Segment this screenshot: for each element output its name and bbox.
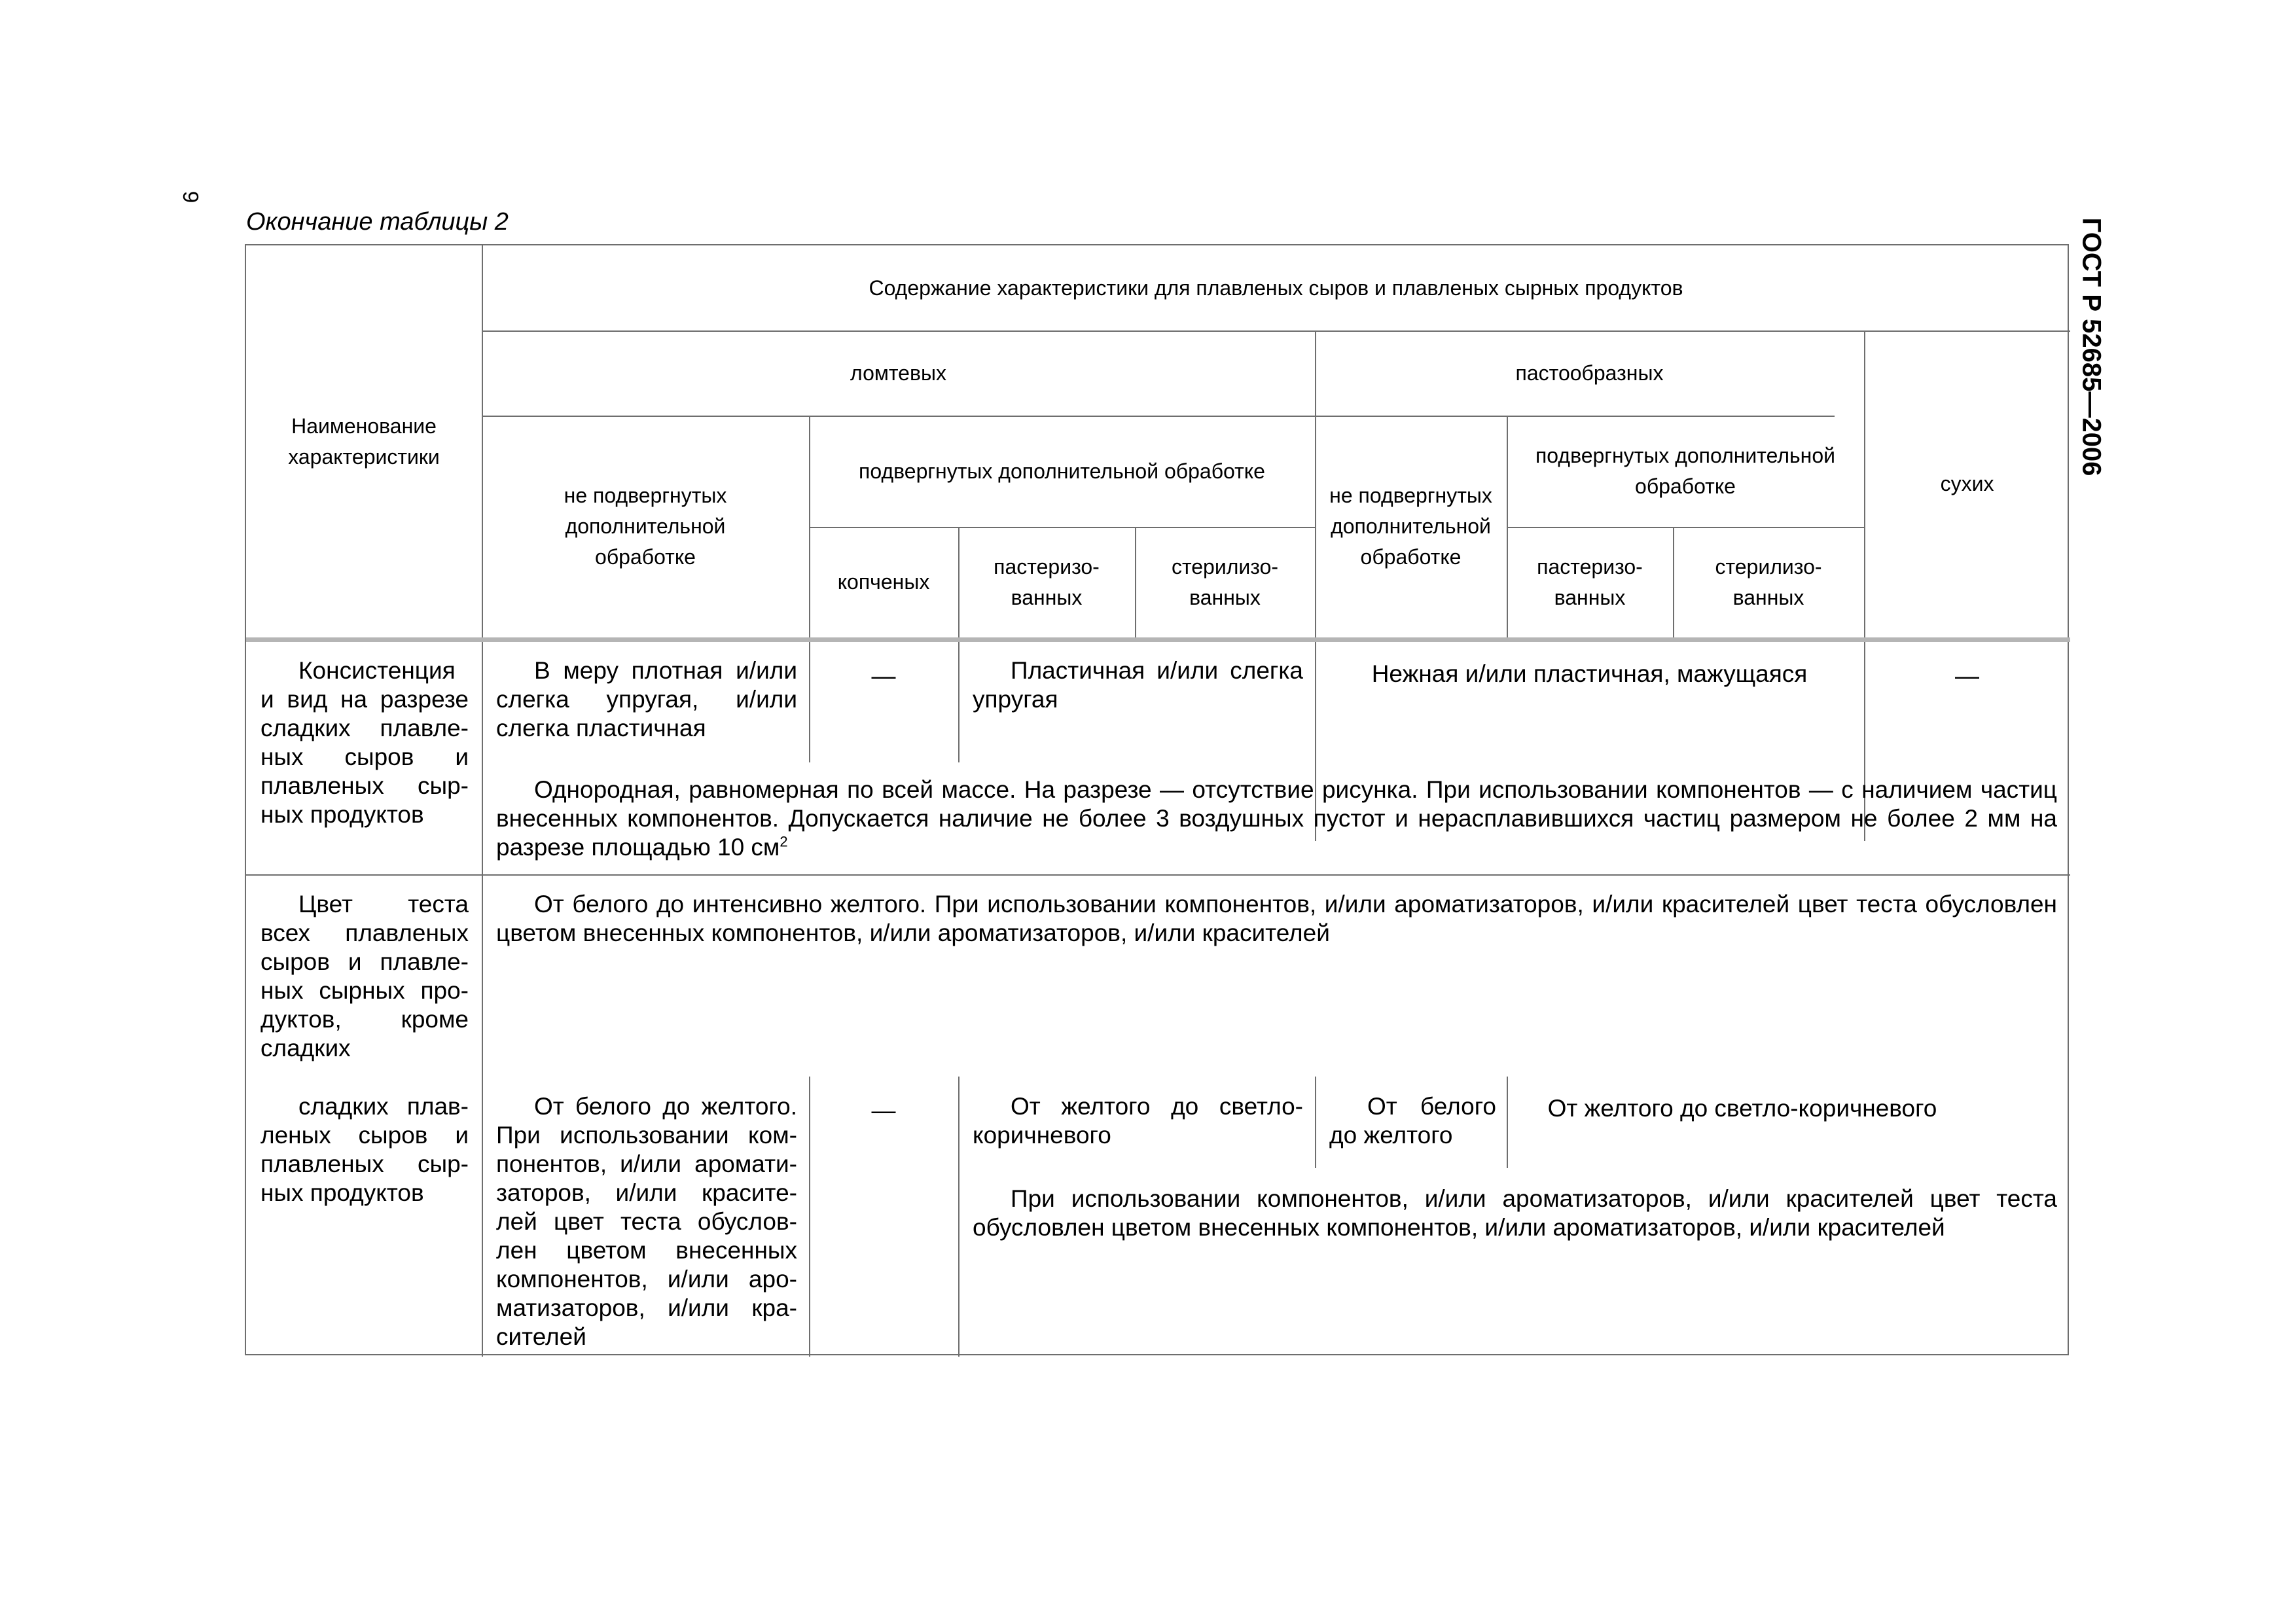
row-consistency-dry: —	[1955, 662, 1979, 689]
row-color-sweet-past-ster: От желтого до светло-коричневого	[973, 1093, 1303, 1149]
row-consistency-pasty: Нежная и/или пластичная, мажущаяся	[1371, 660, 1808, 687]
header-pasteriz-2: пастеризо-ванных	[1537, 554, 1643, 609]
superscript-2: 2	[780, 833, 788, 850]
header-processed-2: подвергнутых дополнительной обработке	[1535, 444, 1836, 498]
row-consistency-not-processed: В меру плотная и/или слегка упругая, и/или слегка пластичная	[496, 657, 797, 741]
row-color-sweet-smoked: —	[871, 1097, 896, 1124]
row-consistency-name: Консистенция и вид на разрезе сладких плавле-ных сыров и плавленых сыр-ных продуктов	[260, 657, 469, 828]
table-caption: Окончание таблицы 2	[246, 208, 509, 236]
row-color-sweet-name: сладких плав-леных сыров и плавленых сыр-ных продуктов	[260, 1093, 469, 1206]
header-not-processed-2: не подвергнутых дополнительной обработке	[1329, 484, 1492, 569]
header-pasteriz-1: пастеризо-ванных	[994, 554, 1100, 609]
row-color-sweet-rest: От желтого до светло-коричневого	[1547, 1095, 1937, 1122]
row-color-sweet-not-processed: От белого до желтого. При использовании ком-понентов, и/или аромати-заторов, и/или красите-лей цвет теста обуслов-лен цветом внесенных компонентов, и/или аро-матизаторов, и/или кра-сителей	[496, 1093, 797, 1350]
row-consistency-smoked: —	[871, 662, 896, 689]
header-content-title: Содержание характеристики для плавленых сыров и плавленых сырных продуктов	[869, 276, 1683, 300]
row-consistency-past-ster: Пластичная и/или слегка упругая	[973, 657, 1303, 713]
header-lomtevyh: ломтевых	[850, 361, 946, 385]
header-steriliz-2: стерилизо-ванных	[1715, 554, 1822, 609]
header-kopchenyh: копченых	[837, 570, 930, 594]
row-consistency-common: Однородная, равномерная по всей массе. На разрезе — отсутствие рисунка. При использовании компонентов — с наличием частиц внесенных компонентов. Допускается наличие не более 3 воздушных пустот и нерасплавившихся частиц размером не более 2 мм на разрезе площадью 10 $см^2$	[496, 776, 2057, 861]
header-not-processed-1: не подвергнутых дополнительной обработке	[564, 484, 727, 569]
header-pastoobraznyh: пастообразных	[1515, 361, 1664, 385]
row-color-all-name: Цвет теста всех плавленых сыров и плавле-ных сырных про-дуктов, кроме сладких	[260, 891, 469, 1061]
page-number: 9	[179, 190, 204, 204]
characteristics-table	[245, 244, 2069, 1355]
row-color-sweet-pasty-not: От белого до желтого	[1329, 1093, 1496, 1149]
standard-code: ГОСТ Р 52685—2006	[2077, 217, 2106, 476]
header-processed-1: подвергнутых дополнительной обработке	[859, 459, 1265, 483]
header-name-column: Наименование характеристики	[288, 414, 440, 469]
header-suhih: сухих	[1940, 472, 1994, 495]
row-color-sweet-common: При использовании компонентов, и/или ароматизаторов, и/или красителей цвет теста обусловлен цветом внесенных компонентов, и/или ароматизаторов, и/или красителей	[973, 1185, 2057, 1241]
header-steriliz-1: стерилизо-ванных	[1171, 554, 1279, 609]
row-color-all-text: От белого до интенсивно желтого. При использовании компонентов, и/или ароматизаторов, и/или красителей цвет теста обусловлен цветом внесенных компонентов, и/или ароматизаторов, и/или красителей	[496, 891, 2057, 946]
